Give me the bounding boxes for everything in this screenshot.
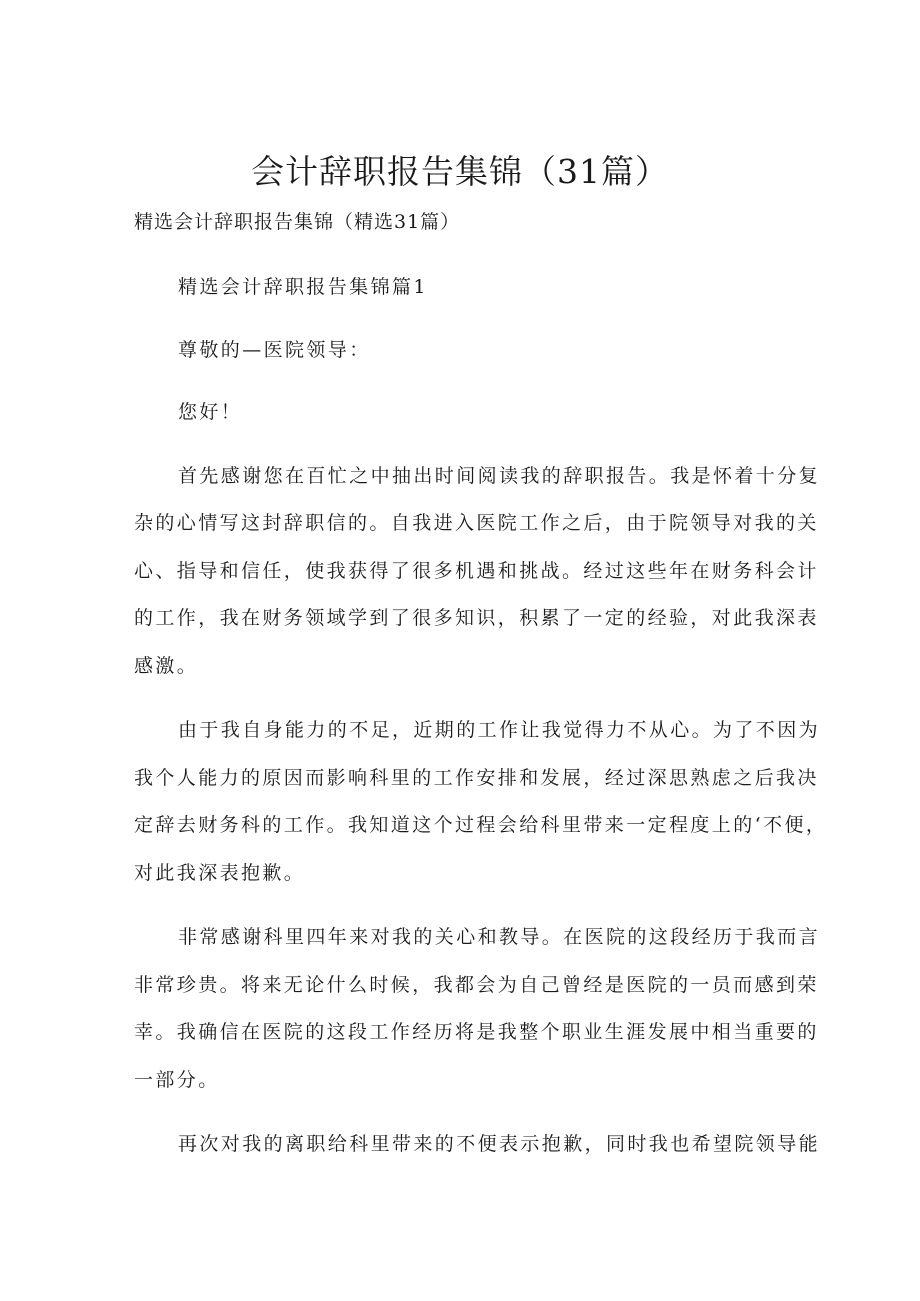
paragraph-2-line-2: 我个人能力的原因而影响科里的工作安排和发展，经过深思熟虑之后我决 xyxy=(134,767,819,789)
paragraph-1-line-3: 心、指导和信任，使我获得了很多机遇和挑战。经过这些年在财务科会计 xyxy=(134,560,819,582)
paragraph-2-line-1: 由于我自身能力的不足，近期的工作让我觉得力不从心。为了不因为 xyxy=(178,719,821,741)
document-title: 会计辞职报告集锦（31篇） xyxy=(251,152,669,191)
section-heading: 精选会计辞职报告集锦篇1 xyxy=(178,276,428,298)
paragraph-2-line-4: 对此我深表抱歉。 xyxy=(134,862,306,884)
paragraph-1-line-4: 的工作，我在财务领域学到了很多知识，积累了一定的经验，对此我深表 xyxy=(134,607,819,629)
greeting: 您好！ xyxy=(178,401,243,423)
paragraph-3-line-2: 非常珍贵。将来无论什么时候，我都会为自己曾经是医院的一员而感到荣 xyxy=(134,974,819,996)
salutation: 尊敬的—医院领导： xyxy=(178,339,371,361)
document-subtitle: 精选会计辞职报告集锦（精选31篇） xyxy=(134,211,461,233)
paragraph-3-line-3: 幸。我确信在医院的这段工作经历将是我整个职业生涯发展中相当重要的 xyxy=(134,1021,819,1043)
paragraph-3-line-1: 非常感谢科里四年来对我的关心和教导。在医院的这段经历于我而言 xyxy=(178,926,821,948)
paragraph-2-line-3: 定辞去财务科的工作。我知道这个过程会给科里带来一定程度上的‘不便， xyxy=(134,814,828,836)
paragraph-1-line-5: 感激。 xyxy=(134,655,199,677)
paragraph-4-line-1: 再次对我的离职给科里带来的不便表示抱歉，同时我也希望院领导能 xyxy=(178,1133,821,1155)
paragraph-3-line-4: 一部分。 xyxy=(134,1069,220,1091)
paragraph-1-line-2: 杂的心情写这封辞职信的。自我进入医院工作之后，由于院领导对我的关 xyxy=(134,512,819,534)
paragraph-1-line-1: 首先感谢您在百忙之中抽出时间阅读我的辞职报告。我是怀着十分复 xyxy=(178,465,821,487)
